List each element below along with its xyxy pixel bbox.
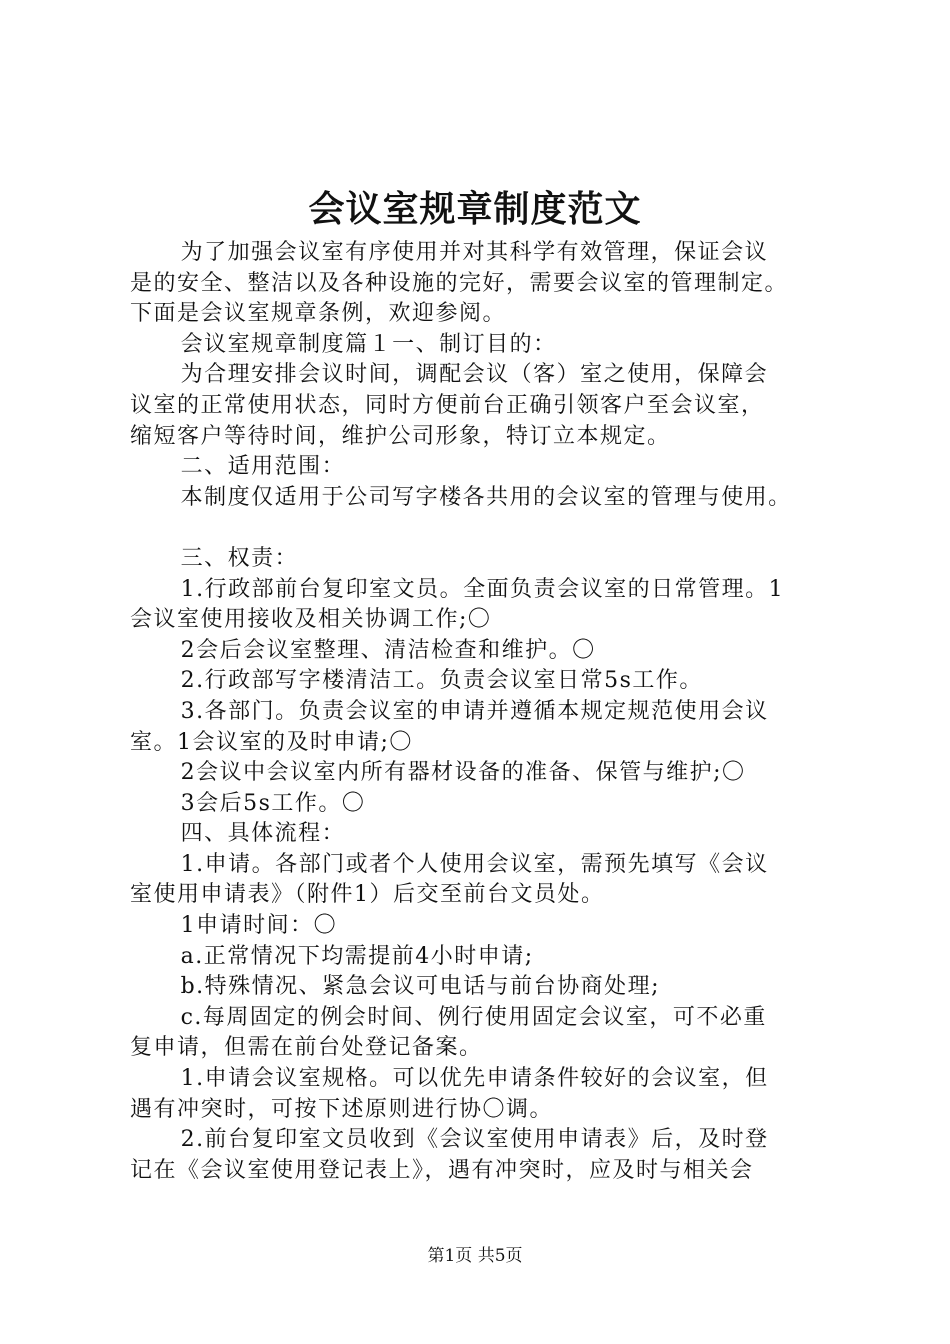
paragraph-line: 复申请，但需在前台处登记备案。 xyxy=(130,1035,483,1061)
paragraph-line: 记在《会议室使用登记表上》，遇有冲突时，应及时与相关会 xyxy=(130,1157,754,1183)
page-indicator: 第1页 共5页 xyxy=(427,1246,523,1266)
document-body xyxy=(130,238,842,1186)
paragraph-line: 2会议中会议室内所有器材设备的准备、保管与维护;〇 xyxy=(180,760,746,786)
paragraph-line: 是的安全、整洁以及各种设施的完好，需要会议室的管理制定。 xyxy=(130,270,789,296)
paragraph-line: 会议室规章制度篇１一、制订目的： xyxy=(180,331,557,357)
paragraph-line: 室使用申请表》（附件1）后交至前台文员处。 xyxy=(130,882,605,908)
paragraph-line: 为了加强会议室有序使用并对其科学有效管理，保证会议 xyxy=(180,240,769,265)
paragraph-line: c.每周固定的例会时间、例行使用固定会议室，可不必重 xyxy=(180,1004,767,1030)
paragraph-line: 2.行政部写字楼清洁工。负责会议室日常5s工作。 xyxy=(180,668,703,694)
section-heading: 三、权责： xyxy=(180,545,299,571)
paragraph-line: 会议室使用接收及相关协调工作;〇 xyxy=(130,607,492,633)
paragraph-line: 室。1会议室的及时申请;〇 xyxy=(130,729,413,755)
paragraph-line: 下面是会议室规章条例，欢迎参阅。 xyxy=(130,301,507,327)
paragraph-line: 1.申请会议室规格。可以优先申请条件较好的会议室，但 xyxy=(180,1066,769,1092)
document-title: 会议室规章制度范文 xyxy=(308,188,642,230)
paragraph-line: 遇有冲突时，可按下述原则进行协〇调。 xyxy=(130,1096,554,1122)
paragraph-line: 1申请时间：〇 xyxy=(180,913,338,939)
paragraph-line: 缩短客户等待时间，维护公司形象，特订立本规定。 xyxy=(130,423,671,449)
paragraph-line: b.特殊情况、紧急会议可电话与前台协商处理; xyxy=(180,974,661,1000)
paragraph-line: 本制度仅适用于公司写字楼各共用的会议室的管理与使用。 xyxy=(180,484,792,510)
section-heading: 二、适用范围： xyxy=(180,454,346,480)
paragraph-line: 为合理安排会议时间，调配会议（客）室之使用，保障会 xyxy=(180,362,769,388)
paragraph-line: 2.前台复印室文员收到《会议室使用申请表》后，及时登 xyxy=(180,1127,769,1153)
paragraph-line: 1.申请。各部门或者个人使用会议室，需预先填写《会议 xyxy=(180,851,769,877)
blank-line xyxy=(130,513,842,544)
paragraph-line: 议室的正常使用状态，同时方便前台正确引领客户至会议室， xyxy=(130,392,765,418)
paragraph-line: a.正常情况下均需提前4小时申请; xyxy=(180,943,534,969)
paragraph-line: 3会后5s工作。〇 xyxy=(180,790,366,816)
section-heading: 四、具体流程： xyxy=(180,821,346,847)
paragraph-line: 1.行政部前台复印室文员。全面负责会议室的日常管理。1 xyxy=(180,576,785,602)
paragraph-line: 2会后会议室整理、清洁检查和维护。〇 xyxy=(180,637,596,663)
paragraph-line: 3.各部门。负责会议室的申请并遵循本规定规范使用会议 xyxy=(180,698,769,724)
